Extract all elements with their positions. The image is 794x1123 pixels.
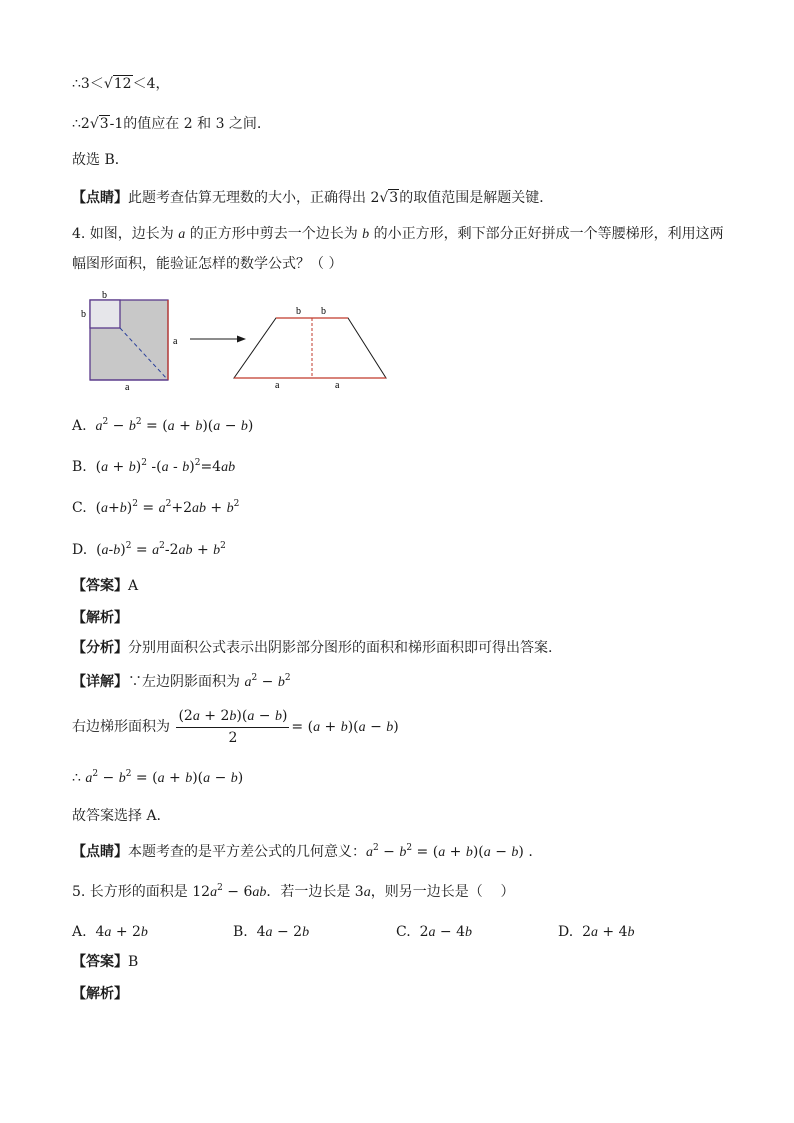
q4-right-area: 右边梯形面积为 $\frac{(2a + 2b)(a - b)}{2}$ = (a + b)(a − b) xyxy=(72,708,399,746)
q4-fenxi: 【分析】分别用面积公式表示出阴影部分图形的面积和梯形面积即可得出答案. xyxy=(72,640,553,656)
q5-option-d: D. 2a + 4b xyxy=(558,924,635,940)
q5-jiexi: 【解析】 xyxy=(72,986,128,1002)
q5-stem: 5. 长方形的面积是 $12a^2 - 6ab$．若一边长是 3a，则另一边长是（ ） xyxy=(72,883,515,900)
q4-dianjing: 【点睛】本题考查的是平方差公式的几何意义：$a^2 - b^2 = (a + b)(a - b)$ . xyxy=(72,843,533,860)
trap-label-b-1: b xyxy=(296,306,301,317)
arrow-head xyxy=(237,336,246,343)
square-label-a-bottom: a xyxy=(125,382,130,392)
square-label-b-left: b xyxy=(81,309,86,320)
prev-dianjing: 【点睛】此题考查估算无理数的大小，正确得出 2√3的取值范围是解题关键． xyxy=(72,190,554,206)
q4-answer-value: A xyxy=(128,578,139,594)
q4-xiangjie: 【详解】∵左边阴影面积为 $a^2 - b^2$ xyxy=(72,673,291,690)
q5-answer: 【答案】B xyxy=(72,954,139,970)
square-label-b-top: b xyxy=(102,290,107,301)
dianjing-label: 【点睛】 xyxy=(72,190,128,206)
small-square xyxy=(90,300,120,328)
trap-label-b-2: b xyxy=(321,306,326,317)
prev-line-1: ∴3＜√12＜4， xyxy=(72,76,170,92)
q4-stem-line1: 4. 如图，边长为 a 的正方形中剪去一个边长为 b 的小正方形，剩下部分正好拼成一个等腰梯形，利用这两 xyxy=(72,226,724,242)
q4-jiexi: 【解析】 xyxy=(72,610,128,626)
q4-therefore: ∴ $a^2 - b^2 = (a + b)(a - b)$ xyxy=(72,769,244,786)
trap-label-a-2: a xyxy=(335,380,340,391)
prev-line-2: ∴2√3-1的值应在 2 和 3 之间. xyxy=(72,116,262,132)
q5-option-b: B. 4a − 2b xyxy=(233,924,310,940)
trap-label-a-1: a xyxy=(275,380,280,391)
q4-stem-line2: 幅图形面积，能验证怎样的数学公式？（ ） xyxy=(72,256,343,272)
q4-option-b: B. $(a + b)^2$ -(a - b)$^2$=4ab xyxy=(72,458,236,475)
q5-option-a: A. 4a + 2b xyxy=(72,924,148,940)
square-label-a-right: a xyxy=(173,336,178,347)
q4-option-d: D. $(a-b)^2 = a^2-2ab + b^2$ xyxy=(72,541,226,558)
prev-line-3: 故选 B． xyxy=(72,152,129,168)
q4-figure xyxy=(72,288,402,392)
trapezoid-area-fraction: $\frac{(2a + 2b)(a - b)}{2}$ xyxy=(178,708,288,746)
q5-option-c: C. 2a − 4b xyxy=(396,924,473,940)
q4-option-c: C. $(a+b)^2 = a^2+2ab + b^2$ xyxy=(72,499,240,516)
q5-answer-value: B xyxy=(128,954,139,970)
trapezoid xyxy=(234,318,386,378)
q4-option-a: A. $a^2 - b^2 = (a + b)(a - b)$ xyxy=(72,417,254,434)
therefore-symbol: ∴ xyxy=(72,76,81,92)
q4-answer: 【答案】A xyxy=(72,578,139,594)
q4-conclusion: 故答案选择 A. xyxy=(72,808,162,824)
